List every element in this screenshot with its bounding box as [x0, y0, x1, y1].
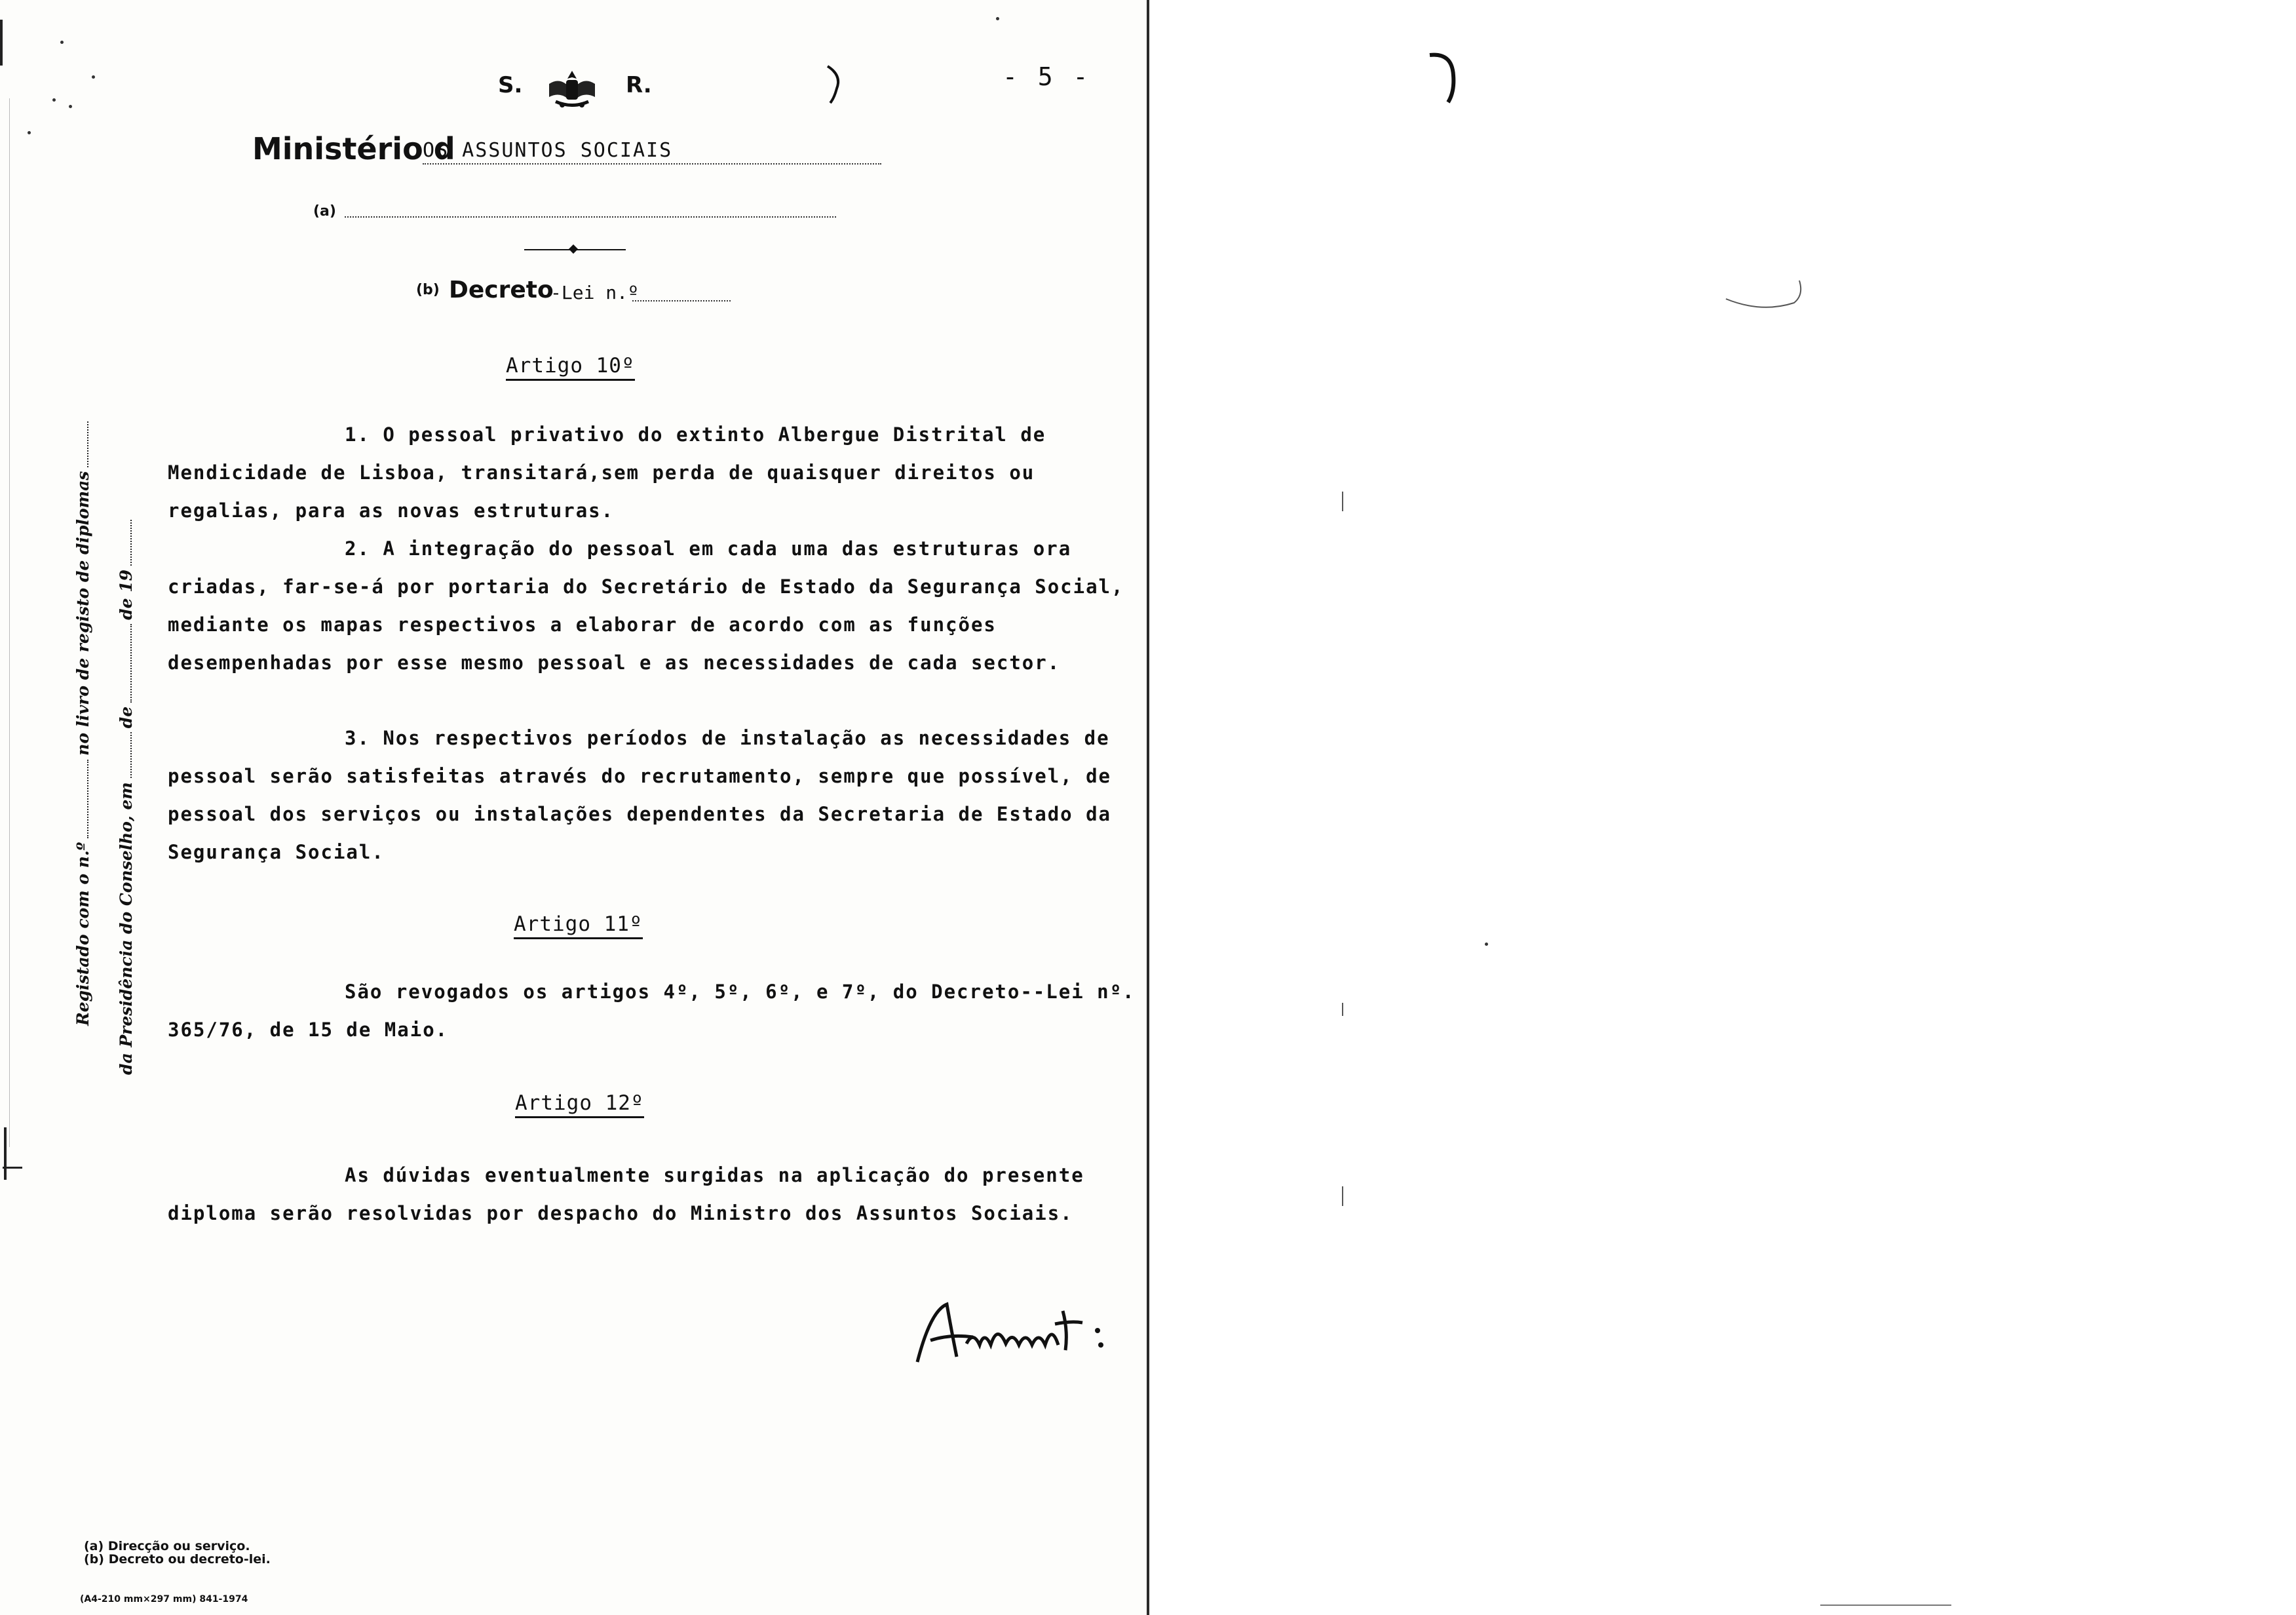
decreto-label: Decreto [449, 277, 554, 303]
decreto-typed: -Lei n.º [550, 282, 639, 303]
footnote-b: (b) Decreto ou decreto-lei. [84, 1552, 271, 1566]
divider-diamond-icon [569, 244, 578, 254]
speck [69, 105, 72, 108]
letterhead [491, 66, 675, 105]
paragraph: 3. Nos respectivos períodos de instalação as necessidades de pessoal serão satisfeitas através do recrutamento, sempre que possível, de pessoal dos serviços ou instalações dependentes da Secretaria de Estado da Segurança Social. [168, 727, 1112, 863]
speck [996, 17, 999, 20]
page-number: - 5 - [1003, 62, 1091, 91]
right-page [1152, 0, 2296, 1615]
pen-mark [1722, 275, 1820, 315]
margin-note-registry: Registado com o n.ºno livro de registo de diplomas [73, 418, 92, 1026]
speck [28, 131, 31, 134]
ministry-value: OS ASSUNTOS SOCIAIS [423, 139, 881, 165]
article-title: Artigo 10º [506, 354, 635, 381]
paragraph: 1. O pessoal privativo do extinto Albergue Distrital de Mendicidade de Lisboa, transitará,sem perda de quaisquer direitos ou regalias, para as novas estruturas. [168, 423, 1046, 522]
speck [1485, 943, 1488, 946]
paragraph: 2. A integração do pessoal em cada uma das estruturas ora criadas, far-se-á por portaria do Secretário de Estado da Segurança Social, mediante os mapas respectivos a elaborar de acordo com as funções desempenhadas por esse mesmo pessoal e as necessidades de cada sector. [168, 537, 1124, 674]
edge-line [1342, 492, 1343, 511]
edge-mark [4, 1127, 7, 1180]
speck [52, 98, 56, 102]
edge-line [1342, 1186, 1343, 1206]
letterhead-r: R. [626, 72, 652, 98]
dotted-line [632, 300, 731, 302]
edge-mark [3, 1167, 22, 1169]
footnote-a: (a) Direcção ou serviço. [84, 1539, 250, 1553]
letterhead-s: S. [498, 72, 523, 98]
speck [60, 41, 64, 44]
edge-mark [0, 20, 3, 66]
paragraph: As dúvidas eventualmente surgidas na aplicação do presente diploma serão resolvidas por despacho do Ministro dos Assuntos Sociais. [168, 1164, 1084, 1224]
margin-note-presidency: da Presidência do Conselho, emdede 19 [117, 516, 136, 1075]
ministry-label: Ministério d [252, 131, 455, 166]
ministry-line [252, 131, 908, 177]
form-code: (A4-210 mm×297 mm) 841-1974 [80, 1594, 248, 1605]
page-fold [1147, 0, 1149, 1615]
pen-mark [1426, 46, 1465, 111]
article-title: Artigo 12º [515, 1091, 644, 1118]
decreto-marker: (b) [416, 282, 440, 298]
coat-of-arms-icon [536, 66, 608, 111]
service-line [313, 203, 837, 229]
handwritten-signature [911, 1285, 1120, 1370]
edge-line [1820, 1605, 1951, 1606]
decreto-line [416, 277, 757, 309]
dotted-line [345, 216, 836, 218]
service-marker: (a) [313, 203, 336, 220]
pen-mark [822, 62, 849, 108]
edge-line [9, 98, 10, 1147]
edge-line [1342, 1003, 1343, 1016]
paragraph: São revogados os artigos 4º, 5º, 6º, e 7º, do Decreto--Lei nº. 365/76, de 15 de Maio. [168, 981, 1136, 1041]
speck [92, 75, 95, 79]
article-title: Artigo 11º [514, 912, 643, 939]
